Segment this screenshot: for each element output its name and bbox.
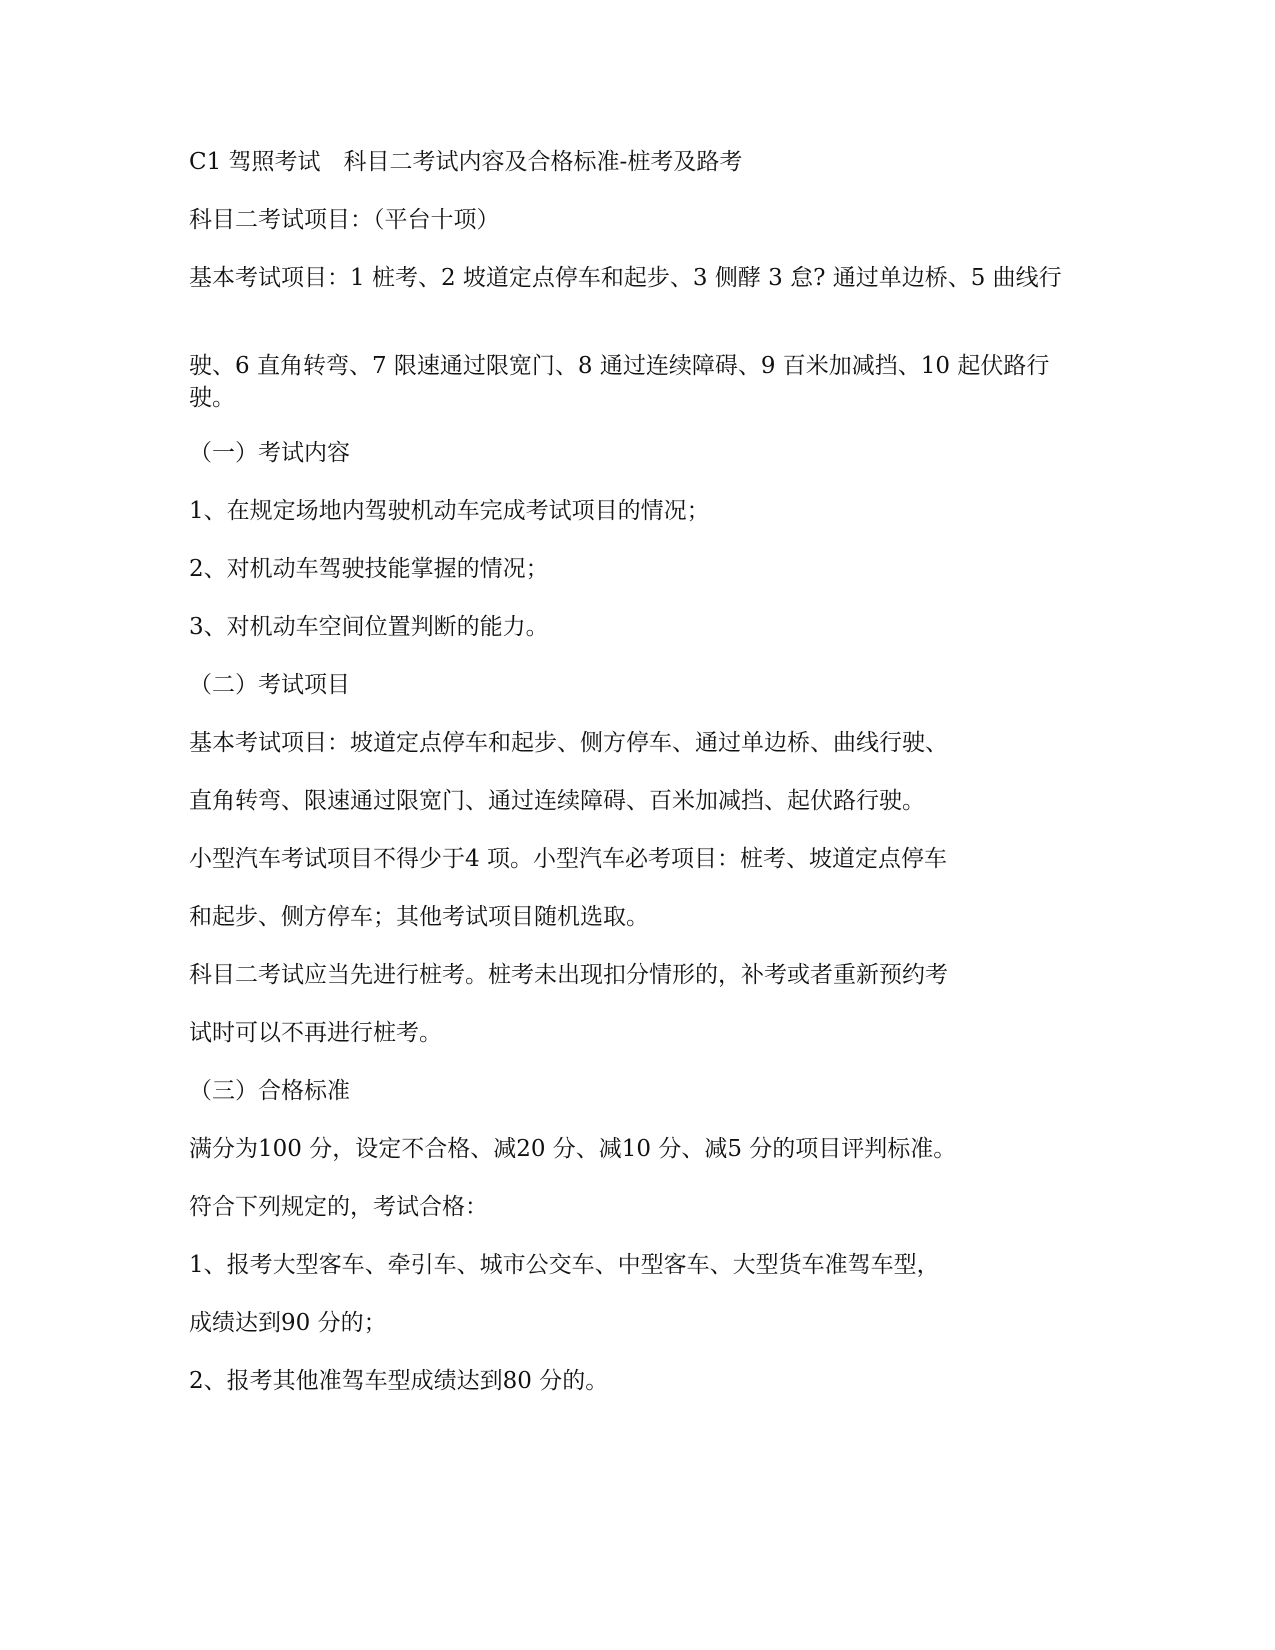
exam-items-heading: 科目二考试项目：（平台十项） (189, 207, 500, 233)
list-item: 1、报考大型客车、牵引车、城市公交车、中型客车、大型货车准驾车型， (189, 1252, 940, 1278)
paragraph: 和起步、侧方停车；其他考试项目随机选取。 (189, 904, 649, 930)
section-heading-standard: （三）合格标准 (189, 1078, 350, 1104)
list-item: 2、对机动车驾驶技能掌握的情况； (189, 556, 549, 582)
list-item: 3、对机动车空间位置判断的能力。 (189, 614, 549, 640)
paragraph: 小型汽车考试项目不得少于4 项。小型汽车必考项目：桩考、坡道定点停车 (189, 846, 947, 872)
section-heading-content: （一）考试内容 (189, 440, 350, 466)
document-title: C1 驾照考试 科目二考试内容及合格标准-桩考及路考 (189, 149, 743, 175)
list-item-continuation: 成绩达到90 分的； (189, 1310, 387, 1336)
paragraph: 直角转弯、限速通过限宽门、通过连续障碍、百米加减挡、起伏路行驶。 (189, 788, 925, 814)
paragraph: 驶、6 直角转弯、7 限速通过限宽门、8 通过连续障碍、9 百米加减挡、10 起伏路行驶。 (189, 353, 1050, 411)
paragraph: 基本考试项目：1 桩考、2 坡道定点停车和起步、3 侧酵 3 怠? 通过单边桥、5 曲线行 (189, 265, 1062, 291)
paragraph: 基本考试项目：坡道定点停车和起步、侧方停车、通过单边桥、曲线行驶、 (189, 730, 948, 756)
paragraph: 科目二考试应当先进行桩考。桩考未出现扣分情形的，补考或者重新预约考 (189, 962, 948, 988)
paragraph: 符合下列规定的，考试合格： (189, 1194, 488, 1220)
list-item: 2、报考其他准驾车型成绩达到80 分的。 (189, 1368, 609, 1394)
paragraph: 满分为100 分，设定不合格、减20 分、减10 分、减5 分的项目评判标准。 (189, 1136, 957, 1162)
list-item: 1、在规定场地内驾驶机动车完成考试项目的情况； (189, 498, 710, 524)
paragraph: 试时可以不再进行桩考。 (189, 1020, 442, 1046)
section-heading-items: （二）考试项目 (189, 672, 350, 698)
